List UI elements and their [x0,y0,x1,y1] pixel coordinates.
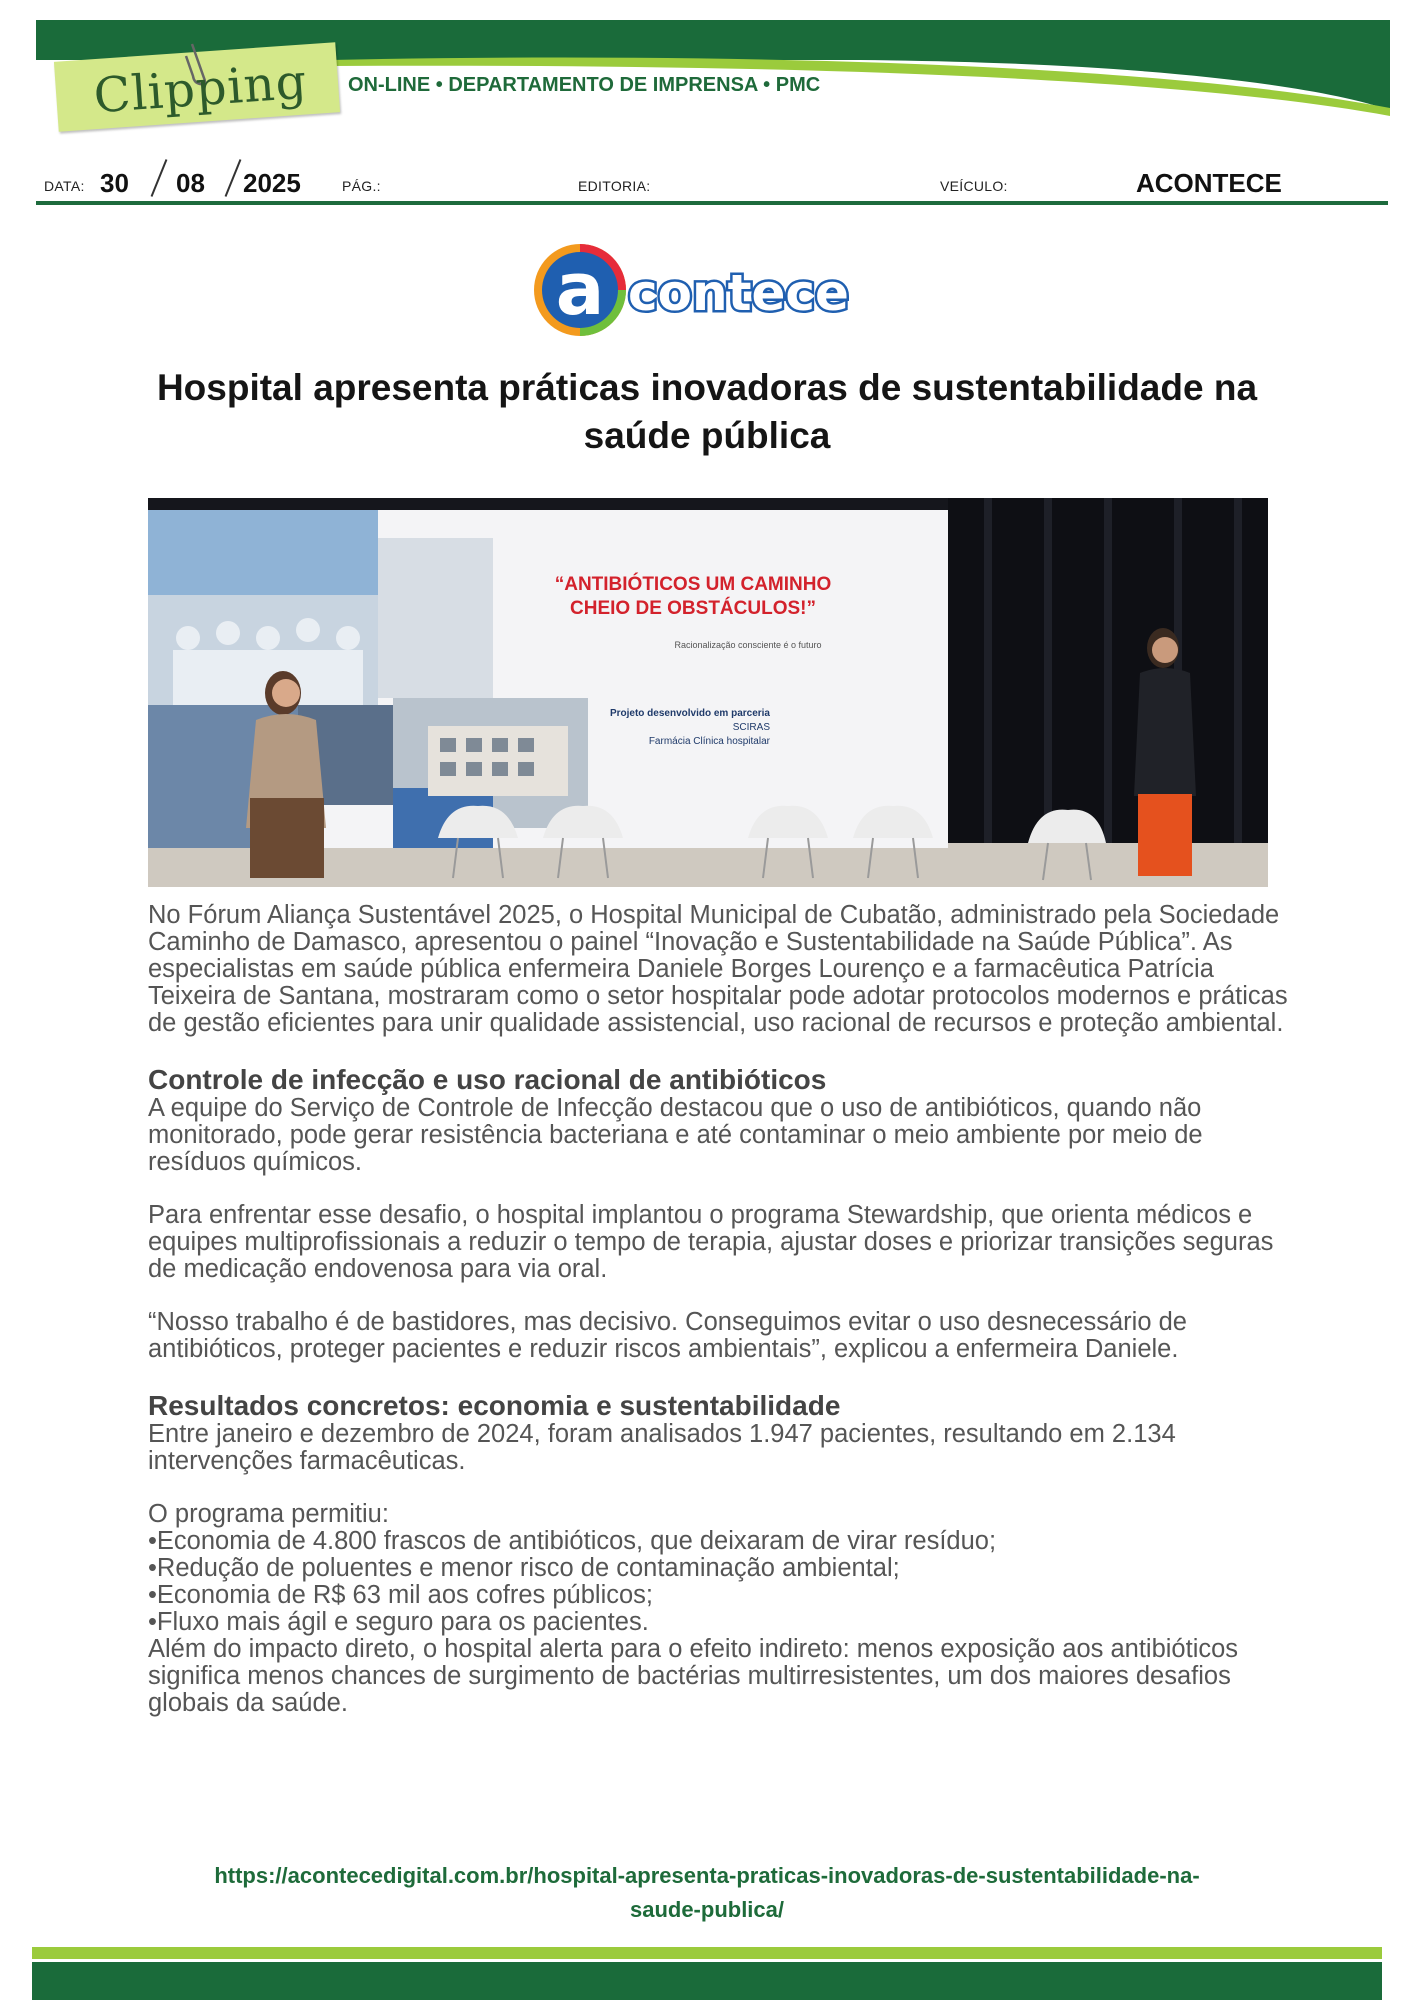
logo-wordmark: contece [628,264,849,322]
acontece-logo [530,240,890,340]
veiculo-label: VEÍCULO: [940,178,1008,194]
article-headline: Hospital apresenta práticas inovadoras de sustentabilidade na saúde pública [156,367,1258,456]
date-separator [151,159,168,197]
footer-stripe-dark [32,1962,1382,2000]
program-intro: O programa permitiu: [148,1500,389,1528]
clipping-label: Clipping [91,53,310,125]
bullet-item: •Fluxo mais ágil e seguro para os pacientes. [148,1608,649,1636]
article-body [148,902,1288,1717]
footer-stripe-light [32,1947,1382,1959]
editoria-label: EDITORIA: [578,178,651,194]
article-closing: Além do impacto direto, o hospital alerta para o efeito indireto: menos exposição aos antibióticos significa menos chances de surgimento de bactérias multirresistentes, um dos maiores desafios globais da saúde. [148,1635,1239,1717]
screen-project-line3: Farmácia Clínica hospitalar [648,736,770,747]
bullet-item: •Redução de poluentes e menor risco de contaminação ambiental; [148,1554,900,1582]
screen-caption: Racionalização consciente é o futuro [674,640,822,650]
screen-project-line1: Projeto desenvolvido em parceria [609,708,770,719]
veiculo-value: ACONTECE [1136,168,1282,198]
date-day: 30 [100,168,129,198]
article-paragraph: A equipe do Serviço de Controle de Infecção destacou que o uso de antibióticos, quando não monitorado, pode gerar resistência bacteriana e até contaminar o meio ambiente por meio de resíduos químicos. [148,1094,1203,1176]
page-label: PÁG.: [342,178,381,194]
bullet-item: •Economia de R$ 63 mil aos cofres públicos; [148,1581,654,1609]
article-paragraph: Para enfrentar esse desafio, o hospital implantou o programa Stewardship, que orienta médicos e equipes multiprofissionais a reduzir o tempo de terapia, ajustar doses e priorizar transições seguras de medicação endovenosa para via oral. [148,1201,1274,1283]
clipping-meta-row [0,168,1414,204]
section-heading-results: Resultados concretos: economia e sustentabilidade [148,1390,841,1421]
date-year: 2025 [243,168,301,198]
date-separator [225,159,242,197]
header-subtitle: ON-LINE • DEPARTAMENTO DE IMPRENSA • PMC [348,74,821,96]
source-url-link[interactable] [100,1859,1314,1927]
screen-project-line2: SCIRAS [732,722,770,733]
article-quote: “Nosso trabalho é de bastidores, mas decisivo. Conseguimos evitar o uso desnecessário de antibióticos, proteger pacientes e reduzir riscos ambientais”, explicou a enfermeira Daniele. [148,1308,1187,1363]
bullet-item: •Economia de 4.800 frascos de antibióticos, que deixaram de virar resíduo; [148,1527,997,1555]
source-url-line2: saude-publica/ [629,1897,785,1922]
meta-divider [36,201,1388,205]
article-paragraph: Entre janeiro e dezembro de 2024, foram analisados 1.947 pacientes, resultando em 2.134 intervenções farmacêuticas. [148,1420,1176,1475]
screen-quote-line1: “ANTIBIÓTICOS UM CAMINHO [554,574,832,595]
date-month: 08 [176,168,205,198]
section-heading-infection-control: Controle de infecção e uso racional de antibióticos [148,1064,827,1095]
logo-letter-a: a [555,247,605,331]
article-intro: No Fórum Aliança Sustentável 2025, o Hospital Municipal de Cubatão, administrado pela Sociedade Caminho de Damasco, apresentou o painel “Inovação e Sustentabilidade na Saúde Pública”. As especialistas em saúde pública enfermeira Daniele Borges Lourenço e a farmacêutica Patrícia Teixeira de Santana, mostraram como o setor hospitalar pode adotar protocolos modernos e práticas de gestão eficientes para unir qualidade assistencial, uso racional de recursos e proteção ambiental. [148,901,1288,1037]
source-url-line1: https://acontecedigital.com.br/hospital-apresenta-praticas-inovadoras-de-sustentabilidade-na- [214,1863,1200,1888]
screen-quote-line2: CHEIO DE OBSTÁCULOS!” [570,598,816,619]
article-photo [148,498,1268,887]
data-label: DATA: [44,178,85,194]
clipping-header-banner [0,0,1414,160]
